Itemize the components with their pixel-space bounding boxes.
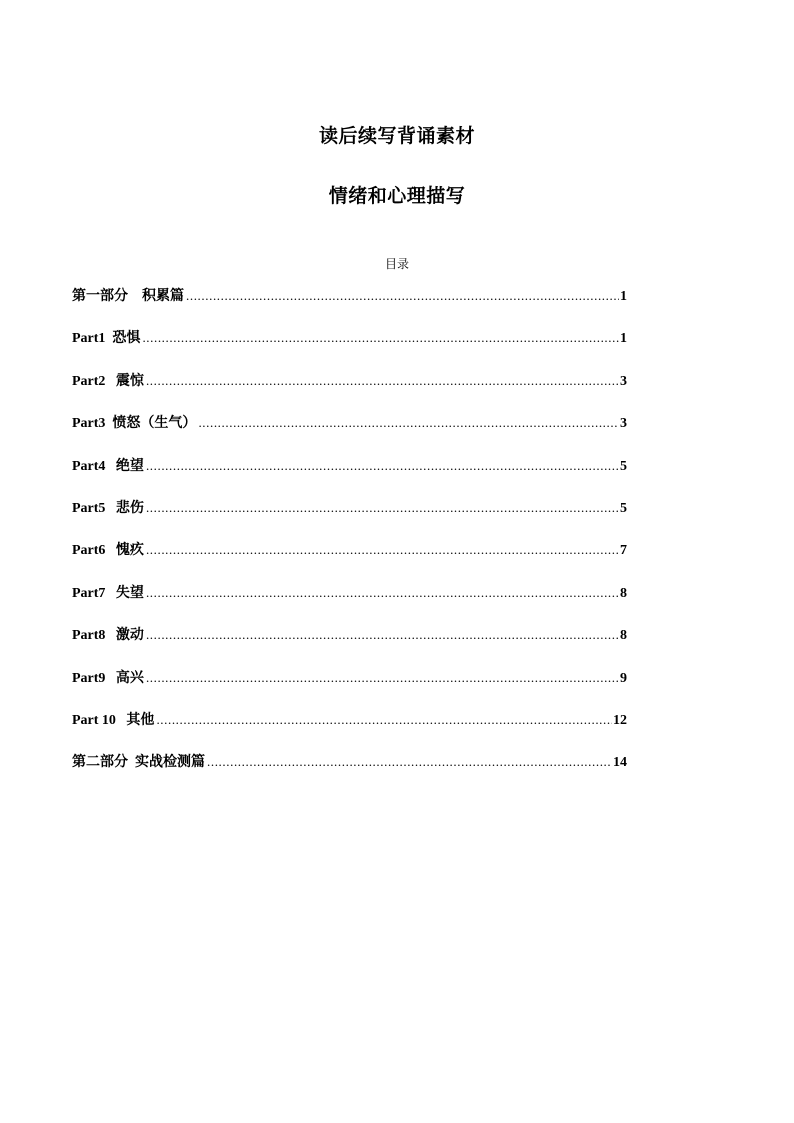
toc-entry-label: Part9 高兴 bbox=[72, 670, 144, 686]
toc-entry-despair[interactable] bbox=[72, 455, 627, 497]
document-subtitle: 情绪和心理描写 bbox=[328, 185, 466, 207]
toc-entry-label: Part5 悲伤 bbox=[72, 500, 144, 516]
toc-entry-others[interactable] bbox=[72, 709, 627, 751]
toc-dot-leader bbox=[146, 373, 619, 389]
toc-entry-label: Part2 震惊 bbox=[72, 373, 144, 389]
toc-dot-leader bbox=[156, 712, 612, 728]
toc-entry-page: 3 bbox=[620, 416, 627, 432]
toc-entry-page: 5 bbox=[620, 458, 627, 474]
toc-entry-page: 14 bbox=[613, 755, 627, 771]
toc-entry-sadness[interactable] bbox=[72, 497, 627, 539]
toc-entry-label: 第二部分 实战检测篇 bbox=[72, 755, 205, 771]
toc-entry-label: Part4 绝望 bbox=[72, 458, 144, 474]
toc-entry-label: Part1 恐惧 bbox=[72, 331, 141, 347]
toc-entry-part2-practice[interactable] bbox=[72, 751, 627, 793]
toc-dot-leader bbox=[146, 500, 619, 516]
toc-heading: 目录 bbox=[384, 257, 409, 271]
toc-entry-page: 3 bbox=[620, 373, 627, 389]
table-of-contents bbox=[72, 285, 627, 794]
toc-entry-page: 1 bbox=[620, 289, 627, 304]
document-title: 读后续写背诵素材 bbox=[318, 125, 475, 147]
toc-dot-leader bbox=[146, 627, 619, 643]
toc-entry-label: Part6 愧疚 bbox=[72, 543, 144, 559]
toc-dot-leader bbox=[146, 670, 619, 686]
toc-entry-label: 第一部分 积累篇 bbox=[72, 289, 184, 304]
toc-entry-page: 1 bbox=[620, 331, 627, 347]
toc-dot-leader bbox=[146, 458, 619, 474]
toc-entry-page: 5 bbox=[620, 500, 627, 516]
toc-entry-guilt[interactable] bbox=[72, 539, 627, 581]
toc-dot-leader bbox=[207, 754, 612, 770]
toc-entry-excitement[interactable] bbox=[72, 624, 627, 666]
toc-entry-part1-accumulation[interactable] bbox=[72, 285, 627, 327]
toc-entry-page: 9 bbox=[620, 670, 627, 686]
toc-dot-leader bbox=[142, 330, 619, 346]
toc-entry-page: 7 bbox=[620, 543, 627, 559]
toc-entry-label: Part8 激动 bbox=[72, 628, 144, 644]
toc-entry-label: Part7 失望 bbox=[72, 585, 144, 601]
toc-dot-leader bbox=[146, 542, 619, 558]
toc-entry-label: Part3 愤怒（生气） bbox=[72, 416, 197, 432]
toc-entry-happiness[interactable] bbox=[72, 667, 627, 709]
toc-entry-fear[interactable] bbox=[72, 327, 627, 369]
toc-dot-leader bbox=[198, 415, 619, 431]
toc-dot-leader bbox=[186, 288, 619, 304]
toc-entry-shock[interactable] bbox=[72, 370, 627, 412]
toc-dot-leader bbox=[146, 585, 619, 601]
toc-entry-anger[interactable] bbox=[72, 412, 627, 454]
toc-entry-disappointment[interactable] bbox=[72, 582, 627, 624]
toc-entry-label: Part 10 其他 bbox=[72, 712, 155, 728]
toc-entry-page: 12 bbox=[613, 712, 627, 728]
toc-entry-page: 8 bbox=[620, 585, 627, 601]
toc-entry-page: 8 bbox=[620, 628, 627, 644]
